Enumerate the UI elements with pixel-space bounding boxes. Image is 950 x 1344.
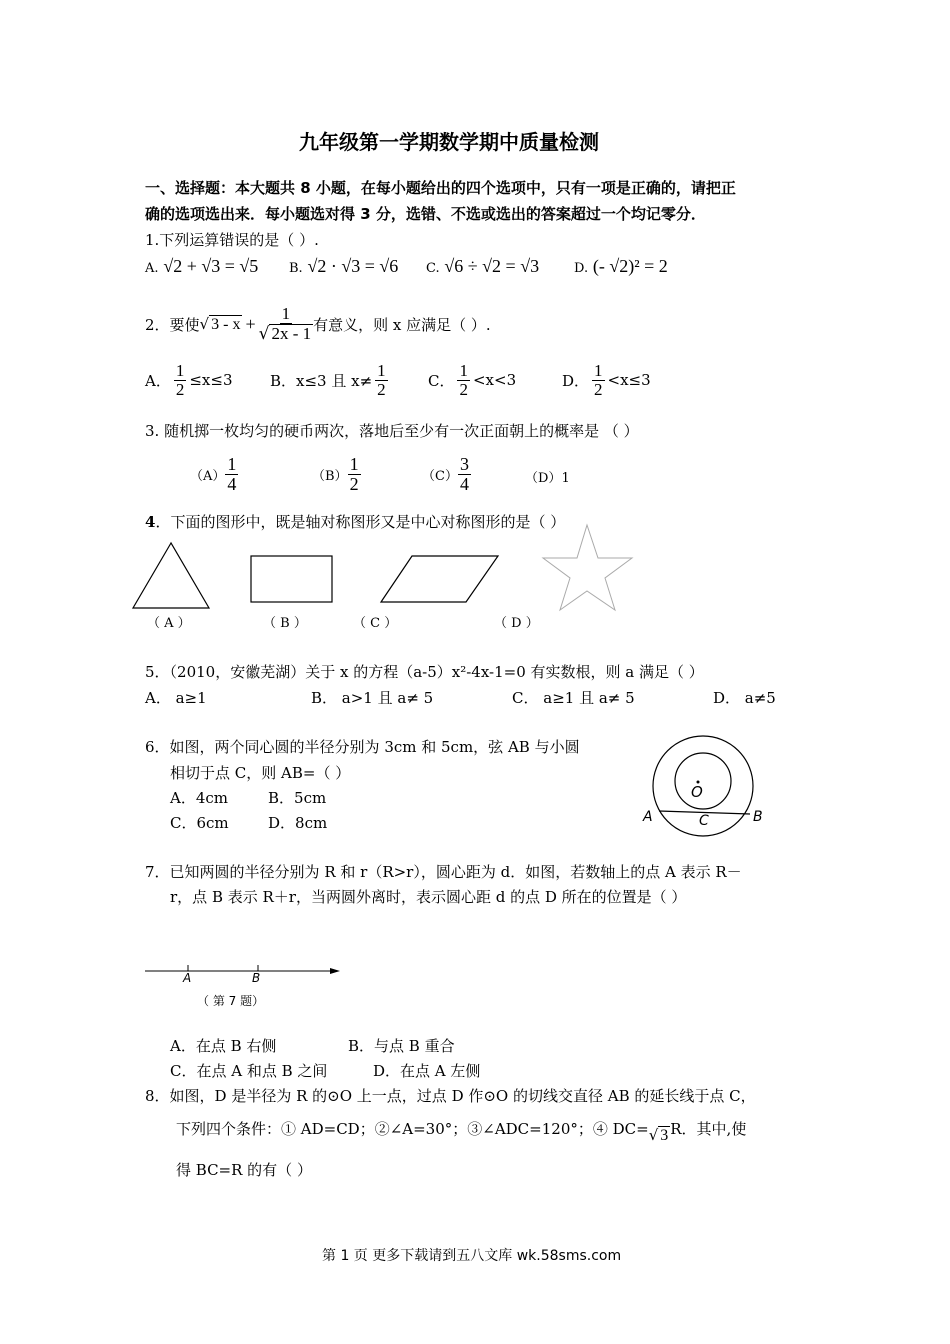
frac-num: 3 bbox=[459, 454, 469, 474]
frac-num: 1 bbox=[377, 361, 386, 380]
page-footer: 第 1 页 更多下载请到五八文库 wk.58sms.com bbox=[322, 1248, 622, 1264]
q3-option-a-letter: （A） bbox=[190, 468, 226, 484]
q1-option-d-letter: D. bbox=[574, 261, 589, 276]
q7-line2: r，点 B 表示 R＋r，当两圆外离时，表示圆心距 d 的点 D 所在的位置是（ ） bbox=[170, 888, 687, 906]
q2-sqrt-expr: 3 - x bbox=[211, 315, 241, 333]
frac-den: 4 bbox=[227, 473, 237, 494]
sqrt-icon: √ bbox=[648, 1126, 659, 1144]
q1-option-b-letter: B. bbox=[289, 261, 303, 276]
q8-line2-suffix: R．其中,使 bbox=[670, 1120, 747, 1138]
q4-stem-text: ．下面的图形中，既是轴对称图形又是中心对称图形的是（ ） bbox=[155, 513, 566, 531]
frac-den: 4 bbox=[459, 473, 469, 494]
axis-label-a: A bbox=[183, 971, 192, 985]
frac-den: 2 bbox=[175, 379, 185, 399]
q6-fig-label-o: O bbox=[691, 783, 703, 801]
frac-den: 2 bbox=[377, 379, 386, 399]
q5-stem: 5．（2010，安徽芜湖）关于 x 的方程（a-5）x²-4x-1=0 有实数根，则 a 满足（ ） bbox=[145, 663, 704, 681]
q7-option-a: A．在点 B 右侧 bbox=[170, 1037, 277, 1055]
q8-line1: 8．如图，D 是半径为 R 的⊙O 上一点，过点 D 作⊙O 的切线交直径 AB 的延长线于点 C， bbox=[145, 1087, 756, 1105]
q7-line1: 7．已知两圆的半径分别为 R 和 r（R>r），圆心距为 d．如图，若数轴上的点 A 表示 R－ bbox=[145, 863, 742, 881]
q2-option-c-letter: C． bbox=[428, 371, 455, 390]
q5-option-a: A． a≥1 bbox=[145, 689, 207, 707]
q6-line1: 6．如图，两个同心圆的半径分别为 3cm 和 5cm，弦 AB 与小圆 bbox=[145, 738, 580, 756]
q1-stem: 1.下列运算错误的是（ ）. bbox=[145, 231, 319, 249]
q6-option-b: B．5cm bbox=[268, 789, 327, 807]
sqrt-icon: √ bbox=[199, 315, 210, 334]
q3-option-d-text: 1 bbox=[561, 471, 570, 486]
frac-num: 1 bbox=[175, 361, 185, 380]
q2-option-d-letter: D． bbox=[562, 371, 590, 390]
q1-option-a-expr: √2 + √3 = √5 bbox=[163, 256, 259, 276]
q4-number: 4 bbox=[145, 513, 156, 531]
page-title: 九年级第一学期数学期中质量检测 bbox=[299, 130, 599, 154]
frac-num: 1 bbox=[349, 454, 359, 474]
axis-arrow-icon bbox=[330, 968, 340, 974]
q6-option-c: C．6cm bbox=[170, 814, 229, 832]
q1-option-c-letter: C. bbox=[426, 261, 440, 276]
q7-option-b: B．与点 B 重合 bbox=[348, 1037, 455, 1055]
q3-stem: 3. 随机掷一枚均匀的硬币两次，落地后至少有一次正面朝上的概率是 （ ） bbox=[145, 422, 639, 440]
q6-fig-label-a: A bbox=[643, 809, 653, 825]
q2-frac-num: 1 bbox=[281, 304, 291, 323]
q6-fig-label-c: C bbox=[699, 813, 709, 829]
frac-num: 1 bbox=[227, 454, 237, 474]
q3-option-b-letter: （B） bbox=[312, 468, 348, 484]
q4-label-c: （ C ） bbox=[353, 616, 398, 631]
q6-option-a: A．4cm bbox=[170, 789, 229, 807]
q1-option-d-expr: (- √2)² = 2 bbox=[592, 256, 668, 276]
q3-option-c-letter: （C） bbox=[422, 468, 458, 484]
sqrt-icon: √ bbox=[258, 323, 270, 344]
frac-num: 1 bbox=[594, 361, 603, 380]
q6-line2: 相切于点 C，则 AB=（ ） bbox=[170, 764, 351, 782]
q2-frac-den: 2x - 1 bbox=[271, 323, 312, 343]
q8-line2 bbox=[176, 1112, 746, 1145]
q5-option-b: B． a>1 且 a≠ 5 bbox=[311, 689, 434, 707]
q5-option-c: C． a≥1 且 a≠ 5 bbox=[512, 689, 635, 707]
q3-option-d-letter: （D） bbox=[525, 471, 562, 486]
q1-option-a-letter: A. bbox=[145, 261, 159, 276]
q7-option-c: C．在点 A 和点 B 之间 bbox=[170, 1062, 328, 1080]
q2-suffix: 有意义，则 x 应满足（ ）. bbox=[313, 315, 491, 334]
q7-caption: （ 第 7 题） bbox=[197, 994, 265, 1008]
q2-option-b-pre: x≤3 且 x≠ bbox=[296, 371, 373, 390]
frac-den: 2 bbox=[349, 473, 359, 494]
q8-line2-text: 下列四个条件：① AD=CD；②∠A=30°；③∠ADC=120°；④ DC= bbox=[176, 1120, 649, 1138]
q2-option-b-letter: B． bbox=[270, 371, 297, 390]
q6-fig-label-b: B bbox=[753, 809, 763, 825]
q7-option-d: D．在点 A 左侧 bbox=[373, 1062, 481, 1080]
frac-num: 1 bbox=[459, 361, 468, 380]
q6-option-d: D．8cm bbox=[268, 814, 328, 832]
section-instructions-line1: 一、选择题：本大题共 8 小题，在每小题给出的四个选项中，只有一项是正确的，请把正 bbox=[145, 179, 736, 197]
q2-option-a-letter: A． bbox=[145, 371, 171, 390]
q4-label-b: （ B ） bbox=[263, 616, 307, 631]
q1-option-c-expr: √6 ÷ √2 = √3 bbox=[444, 256, 540, 276]
q4-label-d: （ D ） bbox=[494, 616, 539, 631]
q2-option-d-rest: <x≤3 bbox=[607, 371, 651, 390]
section-instructions-line2: 确的选项选出来．每小题选对得 3 分，选错、不选或选出的答案超过一个均记零分． bbox=[145, 205, 706, 223]
q2-option-a-rest: ≤x≤3 bbox=[189, 371, 233, 390]
q2-prefix: 2．要使 bbox=[145, 315, 200, 334]
q8-line3: 得 BC=R 的有（ ） bbox=[176, 1161, 312, 1179]
frac-den: 2 bbox=[594, 379, 603, 399]
q4-label-a: （ A ） bbox=[147, 616, 191, 631]
axis-label-b: B bbox=[252, 971, 261, 985]
q2-option-c-rest: <x<3 bbox=[472, 371, 517, 390]
q8-sqrt-value: 3 bbox=[660, 1127, 669, 1144]
q5-option-d: D． a≠5 bbox=[713, 689, 776, 707]
q1-option-b-expr: √2 · √3 = √6 bbox=[307, 256, 399, 276]
q2-plus: + bbox=[245, 313, 256, 334]
frac-den: 2 bbox=[459, 379, 468, 399]
